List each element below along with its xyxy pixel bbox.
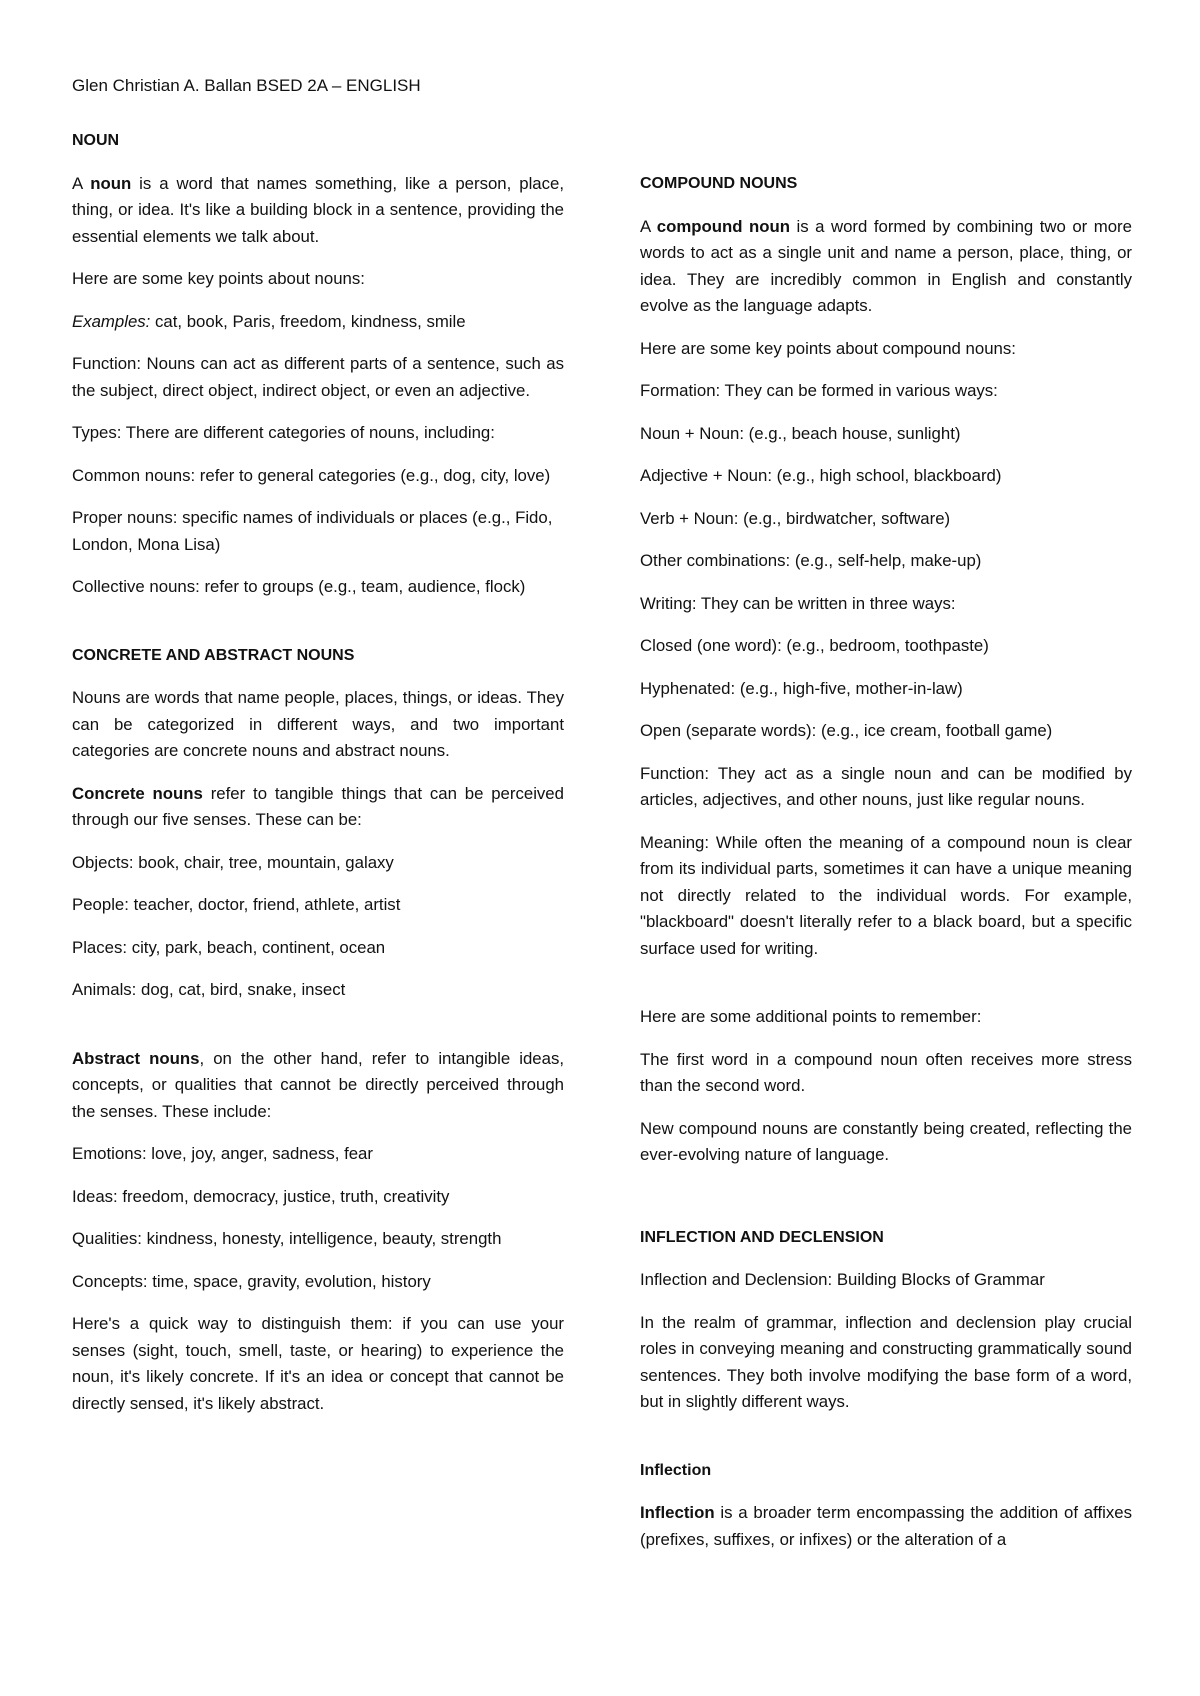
concrete-definition: Concrete nouns refer to tangible things that can be perceived through our five senses. These can be: xyxy=(72,783,564,829)
proper-nouns: Proper nouns: specific names of individuals or places (e.g., Fido, London, Mona Lisa) xyxy=(72,508,553,554)
abstract-qualities: Qualities: kindness, honesty, intelligence, beauty, strength xyxy=(72,1229,502,1248)
inflection-definition: Inflection is a broader term encompassing the addition of affixes (prefixes, suffixes, or infixes) or the alteration of a xyxy=(640,1503,1132,1549)
abstract-emotions: Emotions: love, joy, anger, sadness, fear xyxy=(72,1144,373,1163)
compound-meaning: Meaning: While often the meaning of a compound noun is clear from its individual parts, sometimes it can have a unique meaning not directly related to the individual words. For example, "blackboard" doesn't literally refer to a black board, but a specific surface used for writing. xyxy=(640,832,1132,958)
concrete-intro: Nouns are words that name people, places, things, or ideas. They can be categorized in different ways, and two important categories are concrete nouns and abstract nouns. xyxy=(72,688,564,760)
concrete-people: People: teacher, doctor, friend, athlete, artist xyxy=(72,895,401,914)
compound-formation: Formation: They can be formed in various ways: xyxy=(640,381,998,400)
noun-term: noun xyxy=(90,173,132,193)
inflection-subtitle: Inflection and Declension: Building Blocks of Grammar xyxy=(640,1270,1045,1289)
writing-hyphenated: Hyphenated: (e.g., high-five, mother-in-law) xyxy=(640,678,963,698)
inflection-term: Inflection xyxy=(640,1503,715,1522)
concrete-animals: Animals: dog, cat, bird, snake, insect xyxy=(72,980,346,999)
noun-keypoints: Here are some key points about nouns: xyxy=(72,269,365,288)
compound-term: compound noun xyxy=(656,216,791,236)
collective-nouns: Collective nouns: refer to groups (e.g., team, audience, flock) xyxy=(72,577,526,596)
compound-writing: Writing: They can be written in three ways: xyxy=(640,593,956,613)
right-column xyxy=(640,171,1132,1569)
noun-examples: Examples: cat, book, Paris, freedom, kindness, smile xyxy=(72,311,466,331)
concrete-term: Concrete nouns xyxy=(72,783,203,803)
formation-noun-noun: Noun + Noun: (e.g., beach house, sunlight) xyxy=(640,423,961,443)
compound-definition: A compound noun is a word formed by combining two or more words to act as a single unit and name a person, place, thing, or idea. They are incredibly common in English and constantly evolve as the language adapts. xyxy=(640,216,1132,315)
left-column xyxy=(72,128,564,1433)
noun-heading: NOUN xyxy=(72,132,120,149)
formation-verb-noun: Verb + Noun: (e.g., birdwatcher, software) xyxy=(640,508,951,528)
concrete-objects: Objects: book, chair, tree, mountain, galaxy xyxy=(72,852,394,872)
compound-heading: COMPOUND NOUNS xyxy=(640,175,798,192)
noun-types: Types: There are different categories of nouns, including: xyxy=(72,423,495,442)
compound-keypoints: Here are some key points about compound nouns: xyxy=(640,338,1016,358)
compound-function: Function: They act as a single noun and can be modified by articles, adjectives, and other nouns, just like regular nouns. xyxy=(640,763,1132,809)
distinguish-tip: Here's a quick way to distinguish them: if you can use your senses (sight, touch, smell, taste, or hearing) to experience the noun, it's likely concrete. If it's an idea or concept that cannot be directly sensed, it's likely abstract. xyxy=(72,1314,564,1413)
inflection-heading: INFLECTION AND DECLENSION xyxy=(640,1228,884,1246)
writing-closed: Closed (one word): (e.g., bedroom, toothpaste) xyxy=(640,636,989,655)
concrete-places: Places: city, park, beach, continent, ocean xyxy=(72,937,386,957)
new-compound-point: New compound nouns are constantly being created, reflecting the ever-evolving nature of language. xyxy=(640,1118,1132,1164)
common-nouns: Common nouns: refer to general categories (e.g., dog, city, love) xyxy=(72,465,551,485)
document-header: Glen Christian A. Ballan BSED 2A – ENGLISH xyxy=(72,76,421,95)
noun-definition: A noun is a word that names something, like a person, place, thing, or idea. It's like a building block in a sentence, providing the essential elements we talk about. xyxy=(72,173,565,246)
concrete-abstract-heading: CONCRETE AND ABSTRACT NOUNS xyxy=(72,646,355,664)
stress-point: The first word in a compound noun often receives more stress than the second word. xyxy=(640,1049,1132,1095)
inflection-subheading: Inflection xyxy=(640,1461,712,1479)
writing-open: Open (separate words): (e.g., ice cream, football game) xyxy=(640,721,1053,740)
inflection-intro: In the realm of grammar, inflection and declension play crucial roles in conveying meaning and constructing grammatically sound sentences. They both involve modifying the base form of a word, but in slightly different ways. xyxy=(640,1312,1132,1411)
noun-function: Function: Nouns can act as different parts of a sentence, such as the subject, direct object, indirect object, or even an adjective. xyxy=(72,354,564,400)
abstract-definition: Abstract nouns, on the other hand, refer to intangible ideas, concepts, or qualities that cannot be directly perceived through the senses. These include: xyxy=(72,1048,565,1121)
formation-adj-noun: Adjective + Noun: (e.g., high school, blackboard) xyxy=(640,466,1002,485)
additional-points: Here are some additional points to remember: xyxy=(640,1007,982,1026)
abstract-term: Abstract nouns xyxy=(72,1048,200,1068)
abstract-ideas: Ideas: freedom, democracy, justice, truth, creativity xyxy=(72,1186,450,1206)
formation-other: Other combinations: (e.g., self-help, make-up) xyxy=(640,551,982,570)
abstract-concepts: Concepts: time, space, gravity, evolution, history xyxy=(72,1271,431,1291)
